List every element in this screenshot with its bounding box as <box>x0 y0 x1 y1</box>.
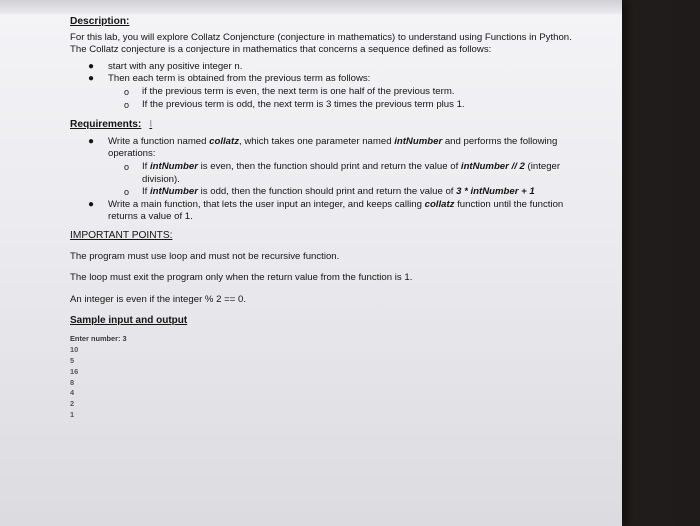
sample-output-value: 8 <box>70 377 75 387</box>
sample-output-value: 16 <box>70 366 79 376</box>
sample-output-value: 2 <box>70 399 75 409</box>
important-heading: IMPORTANT POINTS: <box>70 229 173 241</box>
expression: 3 * intNumber + 1 <box>456 186 535 198</box>
text-cursor-icon: I <box>149 119 153 131</box>
description-sub-bullet <box>106 86 590 99</box>
description-bullets <box>70 61 590 111</box>
requirement-text: , which takes one parameter named <box>239 135 395 147</box>
description-intro: For this lab, you will explore Collatz Conjencture (conjecture in mathematics) to understand using Functions in Python. The Collatz conjecture is a conjecture in mathematics that concerns a sequence defined as follows: <box>70 31 572 56</box>
bullet-text: Then each term is obtained from the previous term as follows: <box>108 73 371 85</box>
important-line: The program must use loop and must not be recursive function. <box>70 250 340 262</box>
requirement-sub-item <box>106 161 590 186</box>
sample-output-value: 4 <box>70 388 75 398</box>
requirement-item <box>70 199 590 224</box>
sub-text: If <box>142 160 150 172</box>
bullet-icon: ● <box>88 73 95 85</box>
bullet-icon: ● <box>88 135 95 147</box>
requirements-heading-text: Requirements: <box>70 119 142 131</box>
circle-bullet-icon: o <box>124 99 130 110</box>
page-top-edge <box>0 0 622 14</box>
sample-output-value: 1 <box>70 410 75 420</box>
requirements-bullets <box>70 136 590 224</box>
sub-text: is even, then the function should print and return the value of <box>197 160 461 172</box>
bullet-icon: ● <box>88 198 95 210</box>
sub-text: is odd, then the function should print and return the value of <box>197 186 457 198</box>
function-name: collatz <box>209 135 240 147</box>
sub-text: (integer division). <box>142 160 561 185</box>
description-bullet <box>70 73 590 111</box>
requirement-item <box>70 136 590 199</box>
requirement-sub-bullets <box>108 161 590 199</box>
sample-prompt: Enter number: 3 <box>70 333 127 343</box>
requirement-sub-item <box>106 186 590 199</box>
requirement-text: Write a main function, that lets the user input an integer, and keeps calling <box>108 198 425 210</box>
sub-bullet-text: if the previous term is even, the next term is one half of the previous term. <box>142 85 455 97</box>
sample-output-value: 10 <box>70 344 79 354</box>
description-sub-bullet <box>106 99 590 112</box>
bullet-text: start with any positive integer n. <box>108 60 243 72</box>
requirement-text: function until the function returns a value of 1. <box>108 198 564 223</box>
circle-bullet-icon: o <box>124 161 130 172</box>
document-content <box>70 16 590 421</box>
important-line: The loop must exit the program only when the return value from the function is 1. <box>70 272 413 284</box>
sub-text: If <box>142 186 150 198</box>
bullet-icon: ● <box>88 60 95 72</box>
circle-bullet-icon: o <box>124 86 130 97</box>
function-name: collatz <box>424 198 455 210</box>
expression: intNumber // 2 <box>460 160 525 172</box>
sample-output <box>70 334 590 421</box>
requirements-heading <box>70 119 590 132</box>
description-bullet <box>70 61 590 74</box>
parameter-name: intNumber <box>394 135 443 147</box>
sub-bullet-text: If the previous term is odd, the next term is 3 times the previous term plus 1. <box>142 98 465 110</box>
sample-output-value: 5 <box>70 355 75 365</box>
parameter-name: intNumber <box>150 186 198 198</box>
description-heading: Description: <box>70 16 130 27</box>
important-line: An integer is even if the integer % 2 == 0. <box>70 293 246 305</box>
parameter-name: intNumber <box>150 160 198 172</box>
sample-heading: Sample input and output <box>70 315 188 327</box>
requirement-text: Write a function named <box>108 135 210 147</box>
requirement-text: and performs the following operations: <box>108 135 558 160</box>
description-sub-bullets <box>108 86 590 111</box>
circle-bullet-icon: o <box>124 187 130 198</box>
